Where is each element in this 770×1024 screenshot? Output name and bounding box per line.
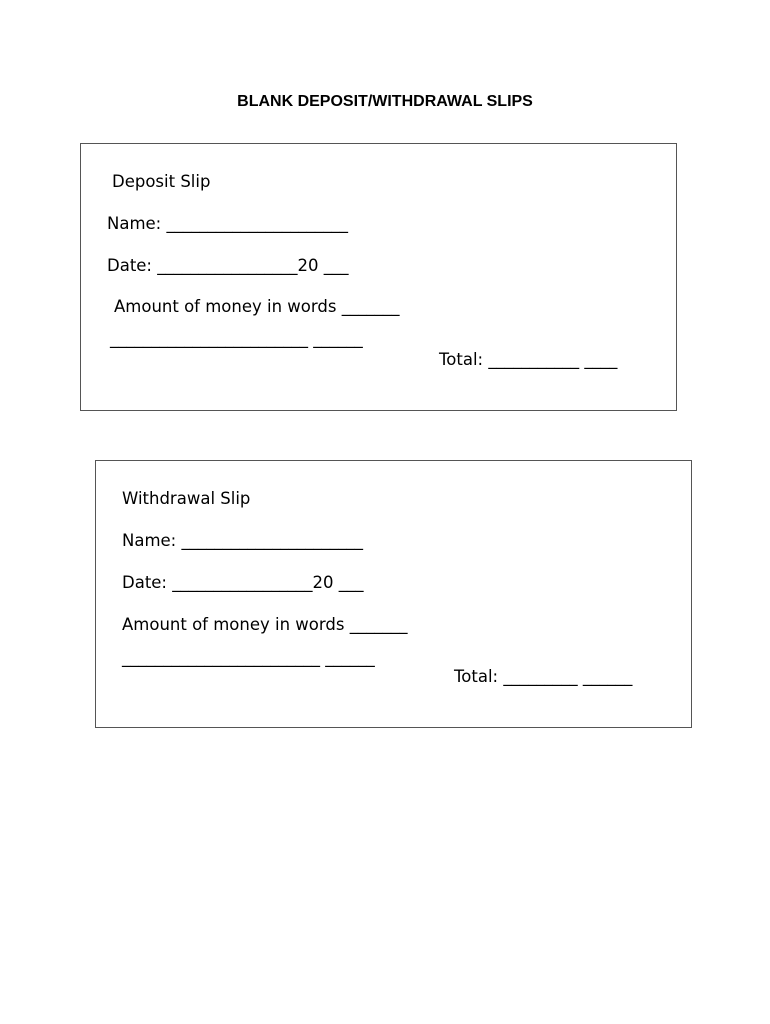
withdrawal-amount-words-continuation[interactable]: ________________________ ______ xyxy=(122,648,375,667)
withdrawal-name-field[interactable]: Name: ______________________ xyxy=(122,531,363,550)
page-title: BLANK DEPOSIT/WITHDRAWAL SLIPS xyxy=(237,93,533,110)
withdrawal-total-field[interactable]: Total: _________ ______ xyxy=(454,667,633,686)
deposit-amount-words-continuation[interactable]: ________________________ ______ xyxy=(110,329,363,348)
withdrawal-amount-words-field[interactable]: Amount of money in words _______ xyxy=(122,615,408,634)
withdrawal-slip-heading: Withdrawal Slip xyxy=(122,489,251,508)
deposit-amount-words-field[interactable]: Amount of money in words _______ xyxy=(114,297,400,316)
withdrawal-date-field[interactable]: Date: _________________20 ___ xyxy=(122,573,364,592)
deposit-name-field[interactable]: Name: ______________________ xyxy=(107,214,348,233)
withdrawal-slip xyxy=(95,460,692,728)
deposit-slip xyxy=(80,143,677,411)
deposit-total-field[interactable]: Total: ___________ ____ xyxy=(439,350,618,369)
deposit-slip-heading: Deposit Slip xyxy=(112,172,211,191)
deposit-date-field[interactable]: Date: _________________20 ___ xyxy=(107,256,349,275)
